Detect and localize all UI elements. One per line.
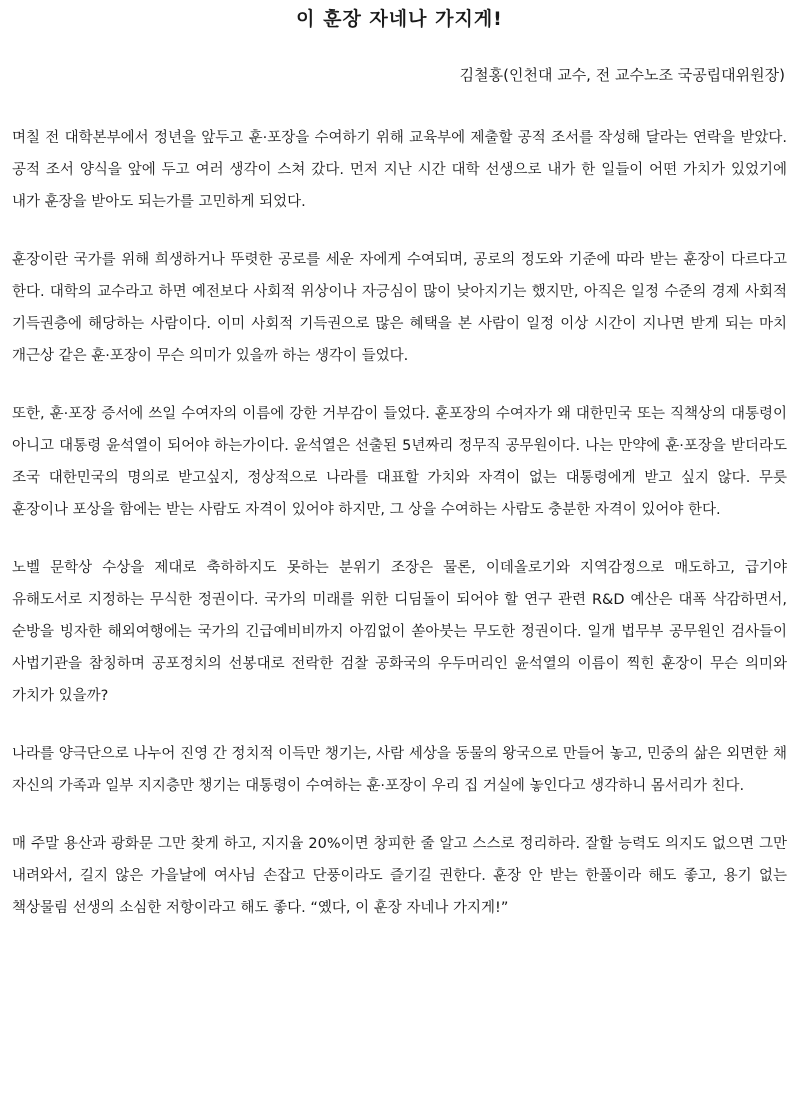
paragraph-4: 노벨 문학상 수상을 제대로 축하하지도 못하는 분위기 조장은 물론, 이데올로기와 지역감정으로 매도하고, 급기야 유해도서로 지정하는 무식한 정권이다. 국가의 미래를 위한 디딤돌이 되어야 할 연구 관련 R&D 예산은 대폭 삭감하면서, 순방을 빙자한 해외여행에는 국가의 긴급예비비까지 아낌없이 쏟아붓는 무도한 정권이다. 일개 법무부 공무원인 검사들이 사법기관을 참칭하며 공포정치의 선봉대로 전락한 검찰 공화국의 우두머리인 윤석열의 이름이 찍힌 훈장이 무슨 의미와 가치가 있을까? <box>12 560 787 704</box>
paragraph-5: 나라를 양극단으로 나누어 진영 간 정치적 이득만 챙기는, 사람 세상을 동물의 왕국으로 만들어 놓고, 민중의 삶은 외면한 채 자신의 가족과 일부 지지층만 챙기는 대통령이 수여하는 훈·포장이 우리 집 거실에 놓인다고 생각하니 몸서리가 친다. <box>12 746 787 794</box>
paragraph-3: 또한, 훈·포장 증서에 쓰일 수여자의 이름에 강한 거부감이 들었다. 훈포장의 수여자가 왜 대한민국 또는 직책상의 대통령이 아니고 대통령 윤석열이 되어야 하는가이다. 윤석열은 선출된 5년짜리 정무직 공무원이다. 나는 만약에 훈·포장을 받더라도 조국 대한민국의 명의로 받고싶지, 정상적으로 나라를 대표할 가치와 자격이 없는 대통령에게 받고 싶지 않다. 무릇 훈장이나 포상을 함에는 받는 사람도 자격이 있어야 하지만, 그 상을 수여하는 사람도 충분한 자격이 있어야 한다. <box>12 406 787 518</box>
author-byline: 김철홍(인천대 교수, 전 교수노조 국공립대위원장) <box>459 66 785 84</box>
document-title: 이 훈장 자네나 가지게! <box>296 8 503 30</box>
paragraph-6: 매 주말 용산과 광화문 그만 찾게 하고, 지지율 20%이면 창피한 줄 알고 스스로 정리하라. 잘할 능력도 의지도 없으면 그만 내려와서, 길지 않은 가을날에 여사님 손잡고 단풍이라도 즐기길 권한다. 훈장 안 받는 한풀이라 해도 좋고, 용기 없는 책상물림 선생의 소심한 저항이라고 해도 좋다. “옜다, 이 훈장 자네나 가지게!” <box>12 836 787 916</box>
document-body <box>12 122 787 924</box>
paragraph-2: 훈장이란 국가를 위해 희생하거나 뚜렷한 공로를 세운 자에게 수여되며, 공로의 정도와 기준에 따라 받는 훈장이 다르다고 한다. 대학의 교수라고 하면 예전보다 사회적 위상이나 자긍심이 많이 낮아지기는 했지만, 아직은 일정 수준의 경제 사회적 기득권층에 해당하는 사람이다. 이미 사회적 기득권으로 많은 혜택을 본 사람이 일정 이상 시간이 지나면 받게 되는 마치 개근상 같은 훈·포장이 무슨 의미가 있을까 하는 생각이 들었다. <box>12 252 787 364</box>
paragraph-1: 며칠 전 대학본부에서 정년을 앞두고 훈·포장을 수여하기 위해 교육부에 제출할 공적 조서를 작성해 달라는 연락을 받았다. 공적 조서 양식을 앞에 두고 여러 생각이 스쳐 갔다. 먼저 지난 시간 대학 선생으로 내가 한 일들이 어떤 가치가 있었기에 내가 훈장을 받아도 되는가를 고민하게 되었다. <box>12 130 787 210</box>
